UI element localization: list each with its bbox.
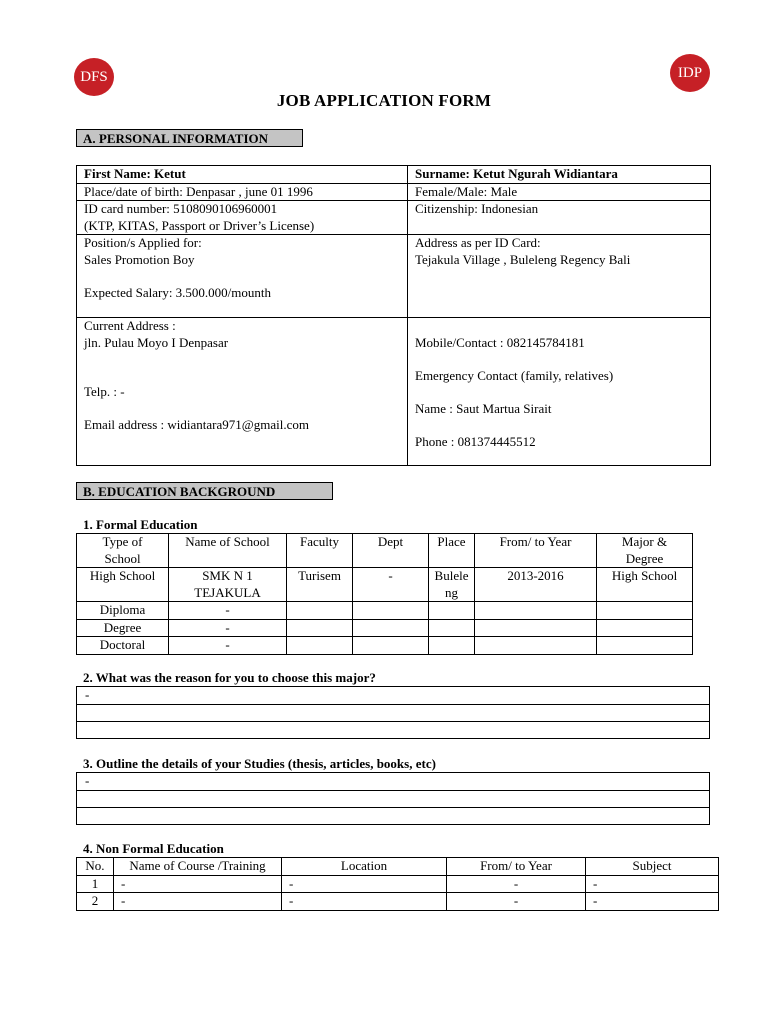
cell[interactable] bbox=[475, 602, 597, 620]
table-row bbox=[77, 568, 693, 602]
cell[interactable] bbox=[597, 602, 693, 620]
answer-line[interactable] bbox=[77, 790, 710, 807]
col-place: Place bbox=[429, 534, 475, 568]
col-dept: Dept bbox=[353, 534, 429, 568]
cell[interactable] bbox=[287, 637, 353, 655]
expected-salary: Expected Salary: 3.500.000/mounth bbox=[84, 284, 272, 300]
cell[interactable]: 2013-2016 bbox=[475, 568, 597, 602]
birth-cell[interactable]: Place/date of birth: Denpasar , june 01 1996 bbox=[77, 183, 408, 201]
cell[interactable]: Diploma bbox=[77, 602, 169, 620]
position-label: Position/s Applied for: bbox=[84, 235, 202, 250]
col-course-name: Name of Course /Training bbox=[114, 858, 282, 876]
cell[interactable]: - bbox=[447, 875, 586, 893]
cell[interactable]: Degree bbox=[77, 619, 169, 637]
cell[interactable]: - bbox=[353, 568, 429, 602]
cell[interactable]: High School bbox=[77, 568, 169, 602]
mobile-value: Mobile/Contact : 082145784181 bbox=[415, 334, 585, 350]
cell[interactable]: 2 bbox=[77, 893, 114, 911]
col-no: No. bbox=[77, 858, 114, 876]
cell[interactable] bbox=[597, 637, 693, 655]
answer-line[interactable]: - bbox=[77, 687, 710, 705]
cell[interactable] bbox=[429, 637, 475, 655]
col-faculty: Faculty bbox=[287, 534, 353, 568]
formal-education-title: 1. Formal Education bbox=[83, 517, 198, 532]
answer-line[interactable] bbox=[77, 721, 710, 738]
table-row bbox=[77, 637, 693, 655]
cell[interactable]: - bbox=[586, 875, 719, 893]
personal-info-table bbox=[76, 165, 711, 466]
current-address-label: Current Address : bbox=[84, 318, 176, 333]
address-id-label: Address as per ID Card: bbox=[415, 235, 541, 250]
question-3-answer-table bbox=[76, 772, 710, 825]
form-title: JOB APPLICATION FORM bbox=[276, 91, 492, 110]
answer-line[interactable] bbox=[77, 704, 710, 721]
section-a-header: A. PERSONAL INFORMATION bbox=[76, 129, 303, 147]
col-from-to-year: From/ to Year bbox=[447, 858, 586, 876]
col-type-of-school: Type of School bbox=[77, 534, 169, 568]
cell[interactable]: SMK N 1 TEJAKULA bbox=[169, 568, 287, 602]
id-card-number: ID card number: 5108090106960001 bbox=[84, 201, 278, 216]
position-cell[interactable] bbox=[77, 235, 408, 318]
cell[interactable]: - bbox=[282, 875, 447, 893]
address-id-cell[interactable] bbox=[408, 235, 711, 318]
dfs-logo-text: DFS bbox=[80, 68, 108, 85]
idp-logo bbox=[670, 54, 710, 92]
first-name-cell[interactable]: First Name: Ketut bbox=[77, 166, 408, 184]
non-formal-education-title: 4. Non Formal Education bbox=[83, 841, 224, 856]
cell[interactable]: 1 bbox=[77, 875, 114, 893]
emergency-label: Emergency Contact (family, relatives) bbox=[415, 367, 614, 383]
cell[interactable] bbox=[353, 619, 429, 637]
current-address-value: jln. Pulau Moyo I Denpasar bbox=[84, 334, 229, 350]
table-row bbox=[77, 893, 719, 911]
formal-education-table bbox=[76, 533, 693, 655]
col-subject: Subject bbox=[586, 858, 719, 876]
cell[interactable] bbox=[475, 619, 597, 637]
non-formal-education-table bbox=[76, 857, 719, 911]
position-value: Sales Promotion Boy bbox=[84, 251, 195, 267]
cell[interactable]: - bbox=[114, 893, 282, 911]
cell[interactable] bbox=[353, 637, 429, 655]
cell[interactable] bbox=[597, 619, 693, 637]
cell[interactable] bbox=[429, 619, 475, 637]
citizenship-cell[interactable]: Citizenship: Indonesian bbox=[408, 201, 711, 235]
contact-cell[interactable] bbox=[408, 318, 711, 466]
emergency-phone: Phone : 081374445512 bbox=[415, 433, 536, 449]
email-value: Email address : widiantara971@gmail.com bbox=[84, 417, 309, 432]
cell[interactable] bbox=[287, 619, 353, 637]
cell[interactable]: - bbox=[169, 637, 287, 655]
col-location: Location bbox=[282, 858, 447, 876]
id-card-cell[interactable] bbox=[77, 201, 408, 235]
col-name-of-school: Name of School bbox=[169, 534, 287, 568]
gender-cell[interactable]: Female/Male: Male bbox=[408, 183, 711, 201]
cell[interactable] bbox=[429, 602, 475, 620]
telp-value: Telp. : - bbox=[84, 384, 125, 399]
table-row bbox=[77, 602, 693, 620]
cell[interactable]: - bbox=[114, 875, 282, 893]
table-row bbox=[77, 619, 693, 637]
cell[interactable]: - bbox=[169, 619, 287, 637]
cell[interactable]: - bbox=[282, 893, 447, 911]
col-major-degree: Major & Degree bbox=[597, 534, 693, 568]
emergency-name: Name : Saut Martua Sirait bbox=[415, 400, 552, 416]
address-id-value: Tejakula Village , Buleleng Regency Bali bbox=[415, 251, 631, 267]
cell[interactable]: - bbox=[169, 602, 287, 620]
answer-line[interactable] bbox=[77, 807, 710, 824]
cell[interactable] bbox=[353, 602, 429, 620]
current-address-cell[interactable] bbox=[77, 318, 408, 466]
cell[interactable]: - bbox=[447, 893, 586, 911]
cell[interactable]: - bbox=[586, 893, 719, 911]
table-row bbox=[77, 875, 719, 893]
section-b-header: B. EDUCATION BACKGROUND bbox=[76, 482, 333, 500]
col-from-to-year: From/ to Year bbox=[475, 534, 597, 568]
surname-cell[interactable]: Surname: Ketut Ngurah Widiantara bbox=[408, 166, 711, 184]
answer-line[interactable]: - bbox=[77, 773, 710, 791]
cell[interactable] bbox=[475, 637, 597, 655]
question-2-title: 2. What was the reason for you to choose this major? bbox=[83, 670, 376, 685]
question-2-answer-table bbox=[76, 686, 710, 739]
cell[interactable]: Turisem bbox=[287, 568, 353, 602]
cell[interactable]: Buleleng bbox=[429, 568, 475, 602]
id-card-note: (KTP, KITAS, Passport or Driver’s License) bbox=[84, 217, 315, 233]
question-3-title: 3. Outline the details of your Studies (thesis, articles, books, etc) bbox=[83, 756, 436, 771]
idp-logo-text: IDP bbox=[677, 64, 703, 81]
cell[interactable]: Doctoral bbox=[77, 637, 169, 655]
cell[interactable] bbox=[287, 602, 353, 620]
cell[interactable]: High School bbox=[597, 568, 693, 602]
